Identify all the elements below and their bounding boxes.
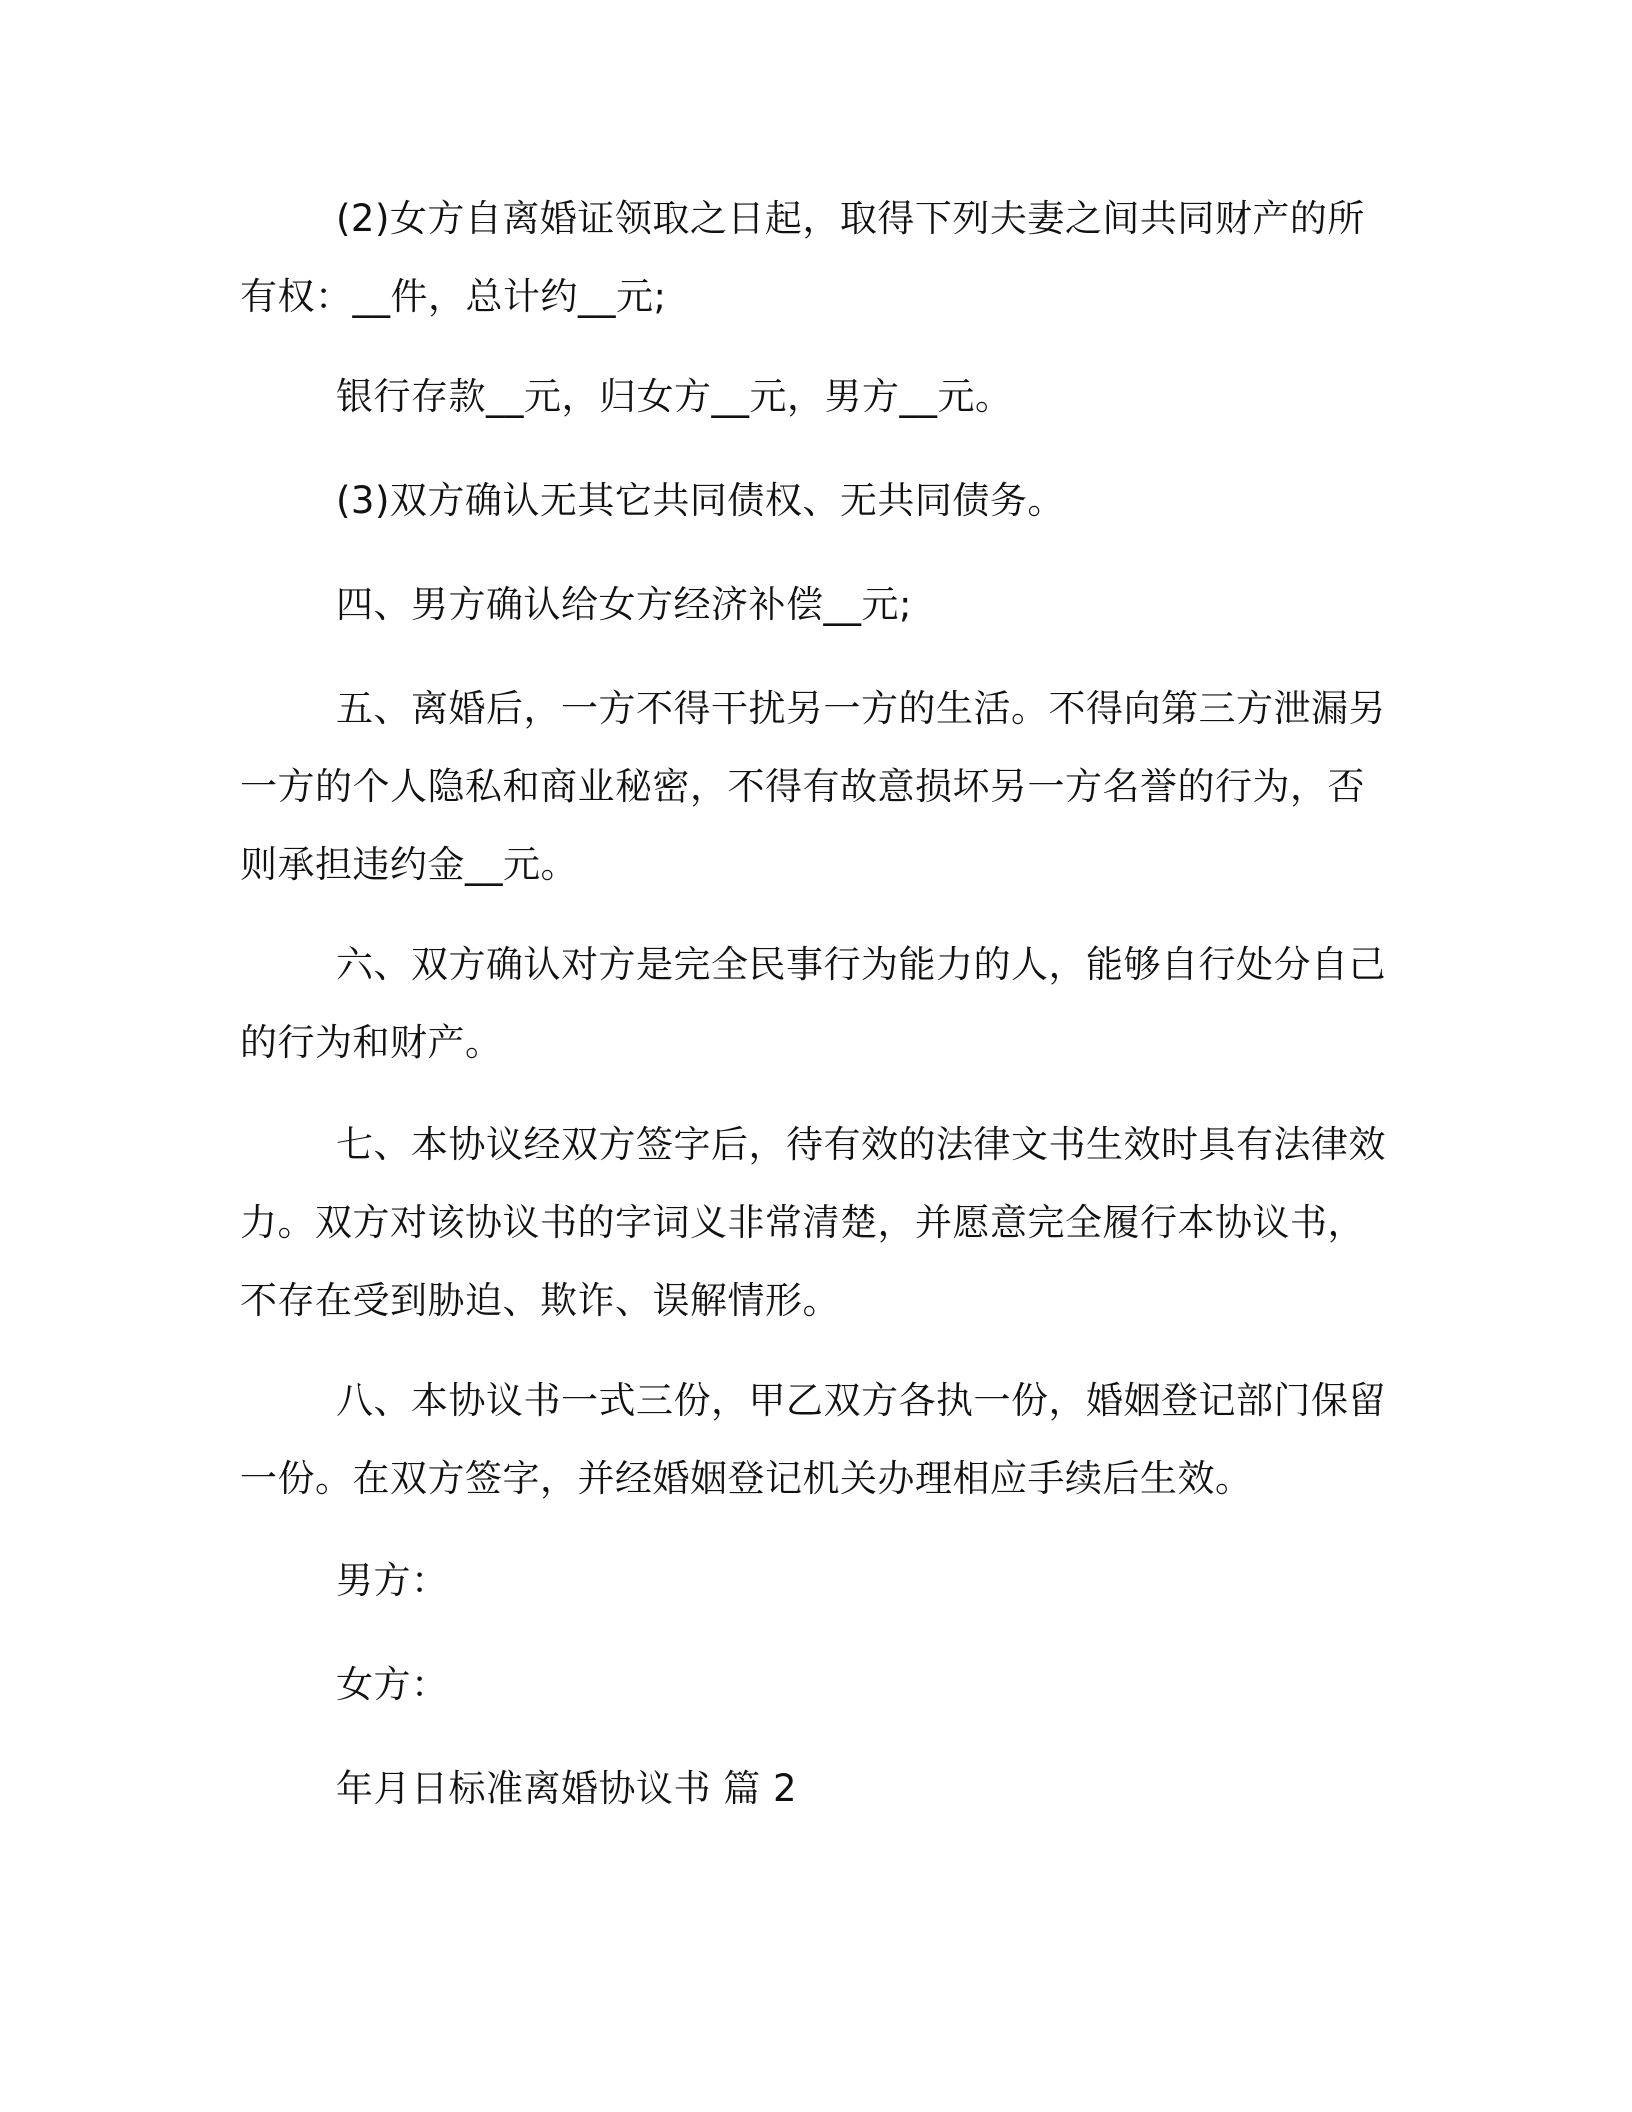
paragraph-clause-5 — [240, 670, 1390, 904]
text-line: 四、男方确认给女方经济补偿__元; — [336, 583, 912, 626]
section-heading — [240, 1750, 1390, 1828]
text-line: 七、本协议经双方签字后，待有效的法律文书生效时具有法律效 — [336, 1123, 1386, 1166]
paragraph-clause-6 — [240, 926, 1390, 1082]
signature-male — [240, 1542, 1390, 1620]
text-line: 的行为和财产。 — [240, 1021, 503, 1064]
text-line: 男方： — [336, 1559, 449, 1602]
text-line: 女方： — [336, 1663, 449, 1706]
text-line: 有权：__件，总计约__元; — [240, 275, 667, 318]
text-line: (2)女方自离婚证领取之日起，取得下列夫妻之间共同财产的所 — [336, 197, 1365, 240]
text-line: 不存在受到胁迫、欺诈、误解情形。 — [240, 1279, 840, 1322]
text-line: 年月日标准离婚协议书 篇 2 — [336, 1767, 798, 1810]
text-line: 一份。在双方签字，并经婚姻登记机关办理相应手续后生效。 — [240, 1457, 1253, 1500]
paragraph-property-ownership — [240, 180, 1390, 336]
paragraph-clause-7 — [240, 1106, 1390, 1340]
text-line: 则承担违约金__元。 — [240, 843, 578, 886]
text-line: 八、本协议书一式三份，甲乙双方各执一份，婚姻登记部门保留 — [336, 1379, 1386, 1422]
text-line: 五、离婚后，一方不得干扰另一方的生活。不得向第三方泄漏另 — [336, 687, 1386, 730]
paragraph-clause-8 — [240, 1362, 1390, 1518]
text-line: 一方的个人隐私和商业秘密，不得有故意损坏另一方名誉的行为，否 — [240, 765, 1365, 808]
text-line: 六、双方确认对方是完全民事行为能力的人，能够自行处分自己 — [336, 943, 1386, 986]
text-line: 银行存款__元，归女方__元，男方__元。 — [336, 375, 1013, 418]
paragraph-no-debts — [240, 462, 1390, 540]
paragraph-bank-deposit — [240, 358, 1390, 436]
paragraph-clause-4 — [240, 566, 1390, 644]
text-line: 力。双方对该协议书的字词义非常清楚，并愿意完全履行本协议书， — [240, 1201, 1365, 1244]
signature-female — [240, 1646, 1390, 1724]
text-line: (3)双方确认无其它共同债权、无共同债务。 — [336, 479, 1065, 522]
